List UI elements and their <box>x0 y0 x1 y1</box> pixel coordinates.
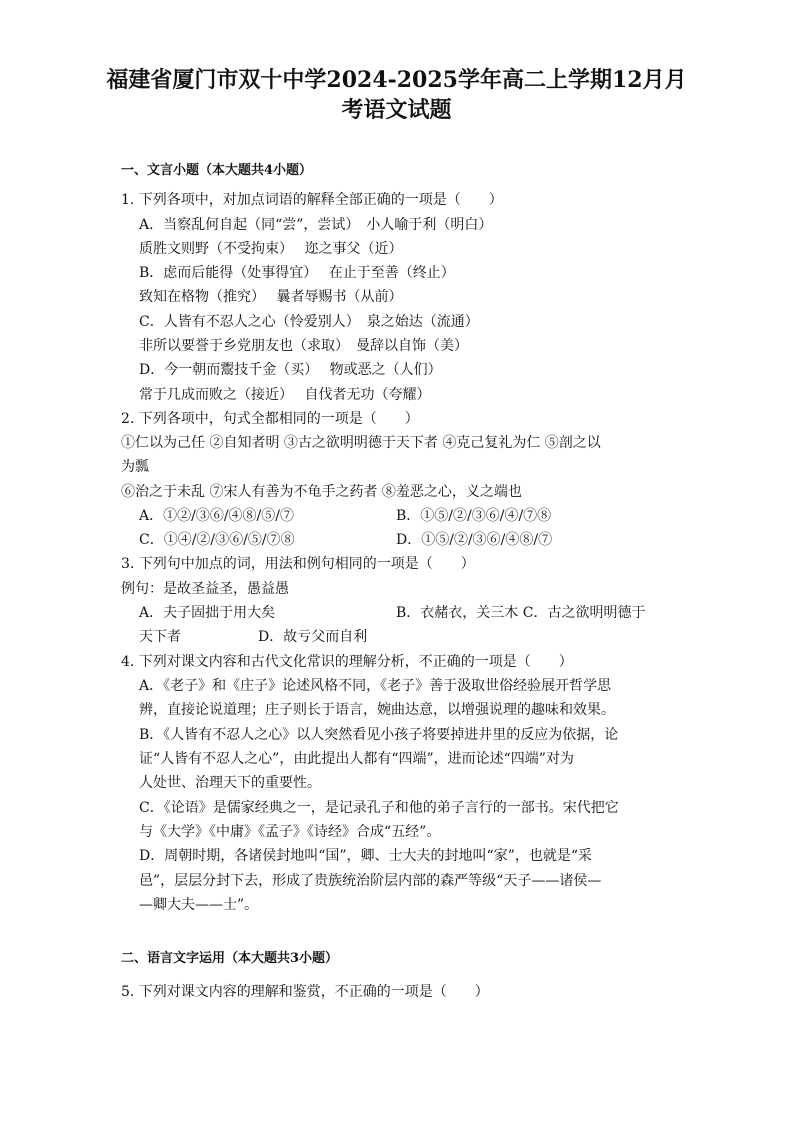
section1-heading: 一、文言小题（本大题共4小题） <box>121 163 313 178</box>
q3-example: 例句：是故圣益圣，愚益愚 <box>121 581 289 597</box>
q2-stem: 2. 下列各项中，句式全都相同的一项是（ ） <box>121 411 419 427</box>
q4-option-c-line1: C．《论语》是儒家经典之一，是记录孔子和他的弟子言行的一部书。宋代把它 <box>139 800 619 816</box>
q4-option-b-line2: 证“人皆有不忍人之心”，由此提出人都有“四端”，进而论述“四端”对为 <box>139 751 574 767</box>
q1-option-d-line2: 常于几成而败之（接近） 自伐者无功（夸耀） <box>139 387 431 403</box>
q3-option-b-c: B．衣赭衣，关三木 C．古之欲明明德于 <box>396 605 646 621</box>
q3-option-c-cont: 天下者 <box>139 629 181 645</box>
q1-option-b-line1: B．虑而后能得（处事得宜） 在止于至善（终止） <box>139 265 455 281</box>
q1-stem: 1. 下列各项中，对加点词语的解释全部正确的一项是（ ） <box>121 192 503 208</box>
q2-sentences-line2: 为瓢 <box>121 459 149 475</box>
q4-option-d-line3: —卿大夫——士”。 <box>139 897 259 913</box>
q4-option-b-line1: B．《人皆有不忍人之心》以人突然看见小孩子将要掉进井里的反应为依据，论 <box>139 727 619 743</box>
q3-stem: 3. 下列句中加点的词，用法和例句相同的一项是（ ） <box>121 556 475 572</box>
document-title-line1: 福建省厦门市双十中学2024-2025学年高二上学期12月月 <box>106 67 687 93</box>
q4-option-d-line2: 邑”，层层分封下去，形成了贵族统治阶层内部的森严等级“天子——诸侯— <box>139 873 602 889</box>
q5-stem: 5. 下列对课文内容的理解和鉴赏，不正确的一项是（ ） <box>121 984 489 1000</box>
q4-option-b-line3: 人处世、治理天下的重要性。 <box>139 775 321 791</box>
q3-option-d: D．故亏父而自利 <box>258 629 368 645</box>
q2-option-d: D．①⑤/②/③⑥/④⑧/⑦ <box>396 532 553 548</box>
q2-option-a: A．①②/③⑥/④⑧/⑤/⑦ <box>139 508 294 524</box>
q4-option-a-line2: 辨，直接论说道理；庄子则长于语言，婉曲达意，以增强说理的趣味和效果。 <box>139 702 615 718</box>
q1-option-d-line1: D．今一朝而鬻技千金（买） 物或恶之（人们） <box>139 362 442 378</box>
section2-heading: 二、语言文字运用（本大题共3小题） <box>121 951 339 966</box>
q1-option-a-line1: A．当察乱何自起（同“尝”，尝试） 小人喻于利（明白） <box>139 217 493 233</box>
q1-option-a-line2: 质胜文则野（不受拘束） 迩之事父（近） <box>139 241 403 257</box>
q4-option-d-line1: D．周朝时期，各诸侯封地叫“国”，卿、士大夫的封地叫“家”，也就是“采 <box>139 848 593 864</box>
q4-stem: 4. 下列对课文内容和古代文化常识的理解分析，不正确的一项是（ ） <box>121 654 573 670</box>
document-title-line2: 考语文试题 <box>341 97 452 123</box>
q3-option-a: A．夫子固拙于用大矣 <box>139 605 276 621</box>
q2-sentences-line1: ①仁以为己任 ②自知者明 ③古之欲明明德于天下者 ④克己复礼为仁 ⑤剖之以 <box>121 435 601 451</box>
q4-option-c-line2: 与《大学》《中庸》《孟子》《诗经》合成“五经”。 <box>139 824 441 840</box>
q1-option-c-line1: C．人皆有不忍人之心（怜爱别人） 泉之始达（流通） <box>139 314 479 330</box>
q1-option-b-line2: 致知在格物（推究） 曩者辱赐书（从前） <box>139 289 403 305</box>
q2-option-c: C．①④/②/③⑥/⑤/⑦⑧ <box>139 532 295 548</box>
q4-option-a-line1: A．《老子》和《庄子》论述风格不同，《老子》善于汲取世俗经验展开哲学思 <box>139 678 612 694</box>
q2-option-b: B．①⑤/②/③⑥/④/⑦⑧ <box>396 508 552 524</box>
q2-sentences-line3: ⑥治之于未乱 ⑦宋人有善为不龟手之药者 ⑧羞恶之心，义之端也 <box>121 484 522 500</box>
q1-option-c-line2: 非所以要誉于乡党朋友也（求取） 曼辞以自饰（美） <box>139 338 468 354</box>
